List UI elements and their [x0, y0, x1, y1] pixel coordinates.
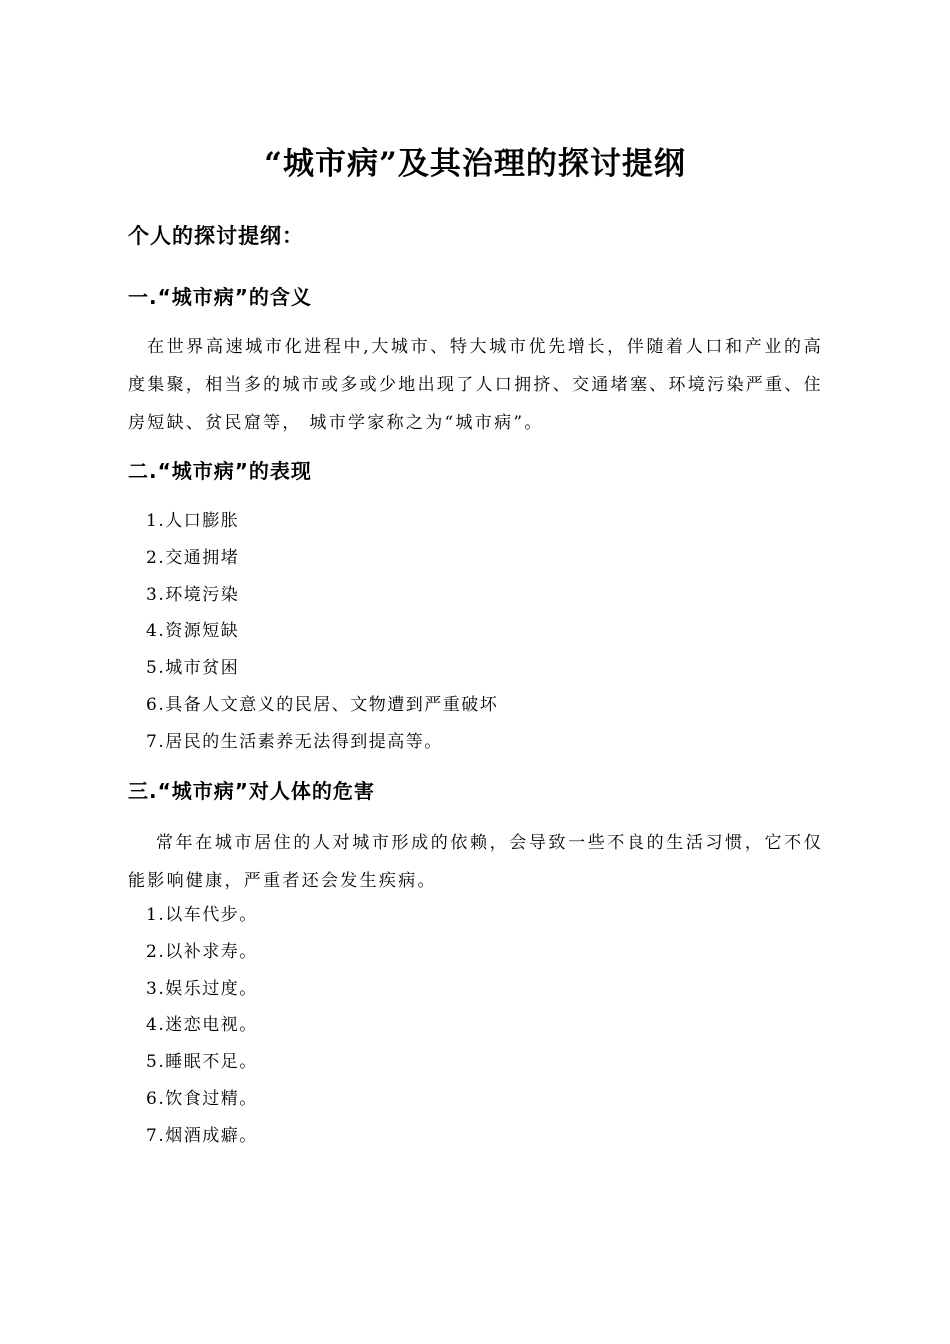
section-3-paragraph: 常年在城市居住的人对城市形成的依赖，会导致一些不良的生活习惯，它不仅能影响健康，严重者还会发生疾病。 [128, 833, 823, 891]
section-heading-3: 三.“城市病”对人体的危害 [128, 779, 375, 803]
list-item: 2.交通拥堵 [146, 547, 240, 568]
list-item: 3.娱乐过度。 [146, 978, 258, 999]
list-item: 5.城市贫困 [146, 658, 240, 679]
list-item: 3.环境污染 [146, 584, 240, 605]
list-item: 6.饮食过精。 [146, 1088, 258, 1109]
section-heading-1: 一.“城市病”的含义 [128, 285, 312, 309]
intro-heading: 个人的探讨提纲： [128, 224, 304, 248]
list-item: 2.以补求寿。 [146, 941, 258, 962]
section-heading-2: 二.“城市病”的表现 [128, 459, 312, 483]
list-item: 1.人口膨胀 [146, 511, 240, 531]
document-title: “城市病”及其治理的探讨提纲 [264, 146, 686, 182]
list-item: 5.睡眠不足。 [146, 1052, 258, 1073]
list-item: 7.烟酒成癖。 [146, 1125, 258, 1146]
section-3-list [146, 897, 258, 1155]
list-item: 7.居民的生活素养无法得到提高等。 [146, 731, 443, 752]
list-item: 4.迷恋电视。 [146, 1015, 258, 1036]
section-1-paragraph: 在世界高速城市化进程中,大城市、特大城市优先增长，伴随着人口和产业的高度集聚，相当多的城市或多或少地出现了人口拥挤、交通堵塞、环境污染严重、住房短缺、贫民窟等， 城市学家称之为“城市病”。 [128, 337, 823, 433]
list-item: 6.具备人文意义的民居、文物遭到严重破坏 [146, 694, 499, 715]
section-2-list [146, 503, 498, 761]
list-item: 4.资源短缺 [146, 621, 240, 642]
list-item: 1.以车代步。 [146, 905, 258, 925]
